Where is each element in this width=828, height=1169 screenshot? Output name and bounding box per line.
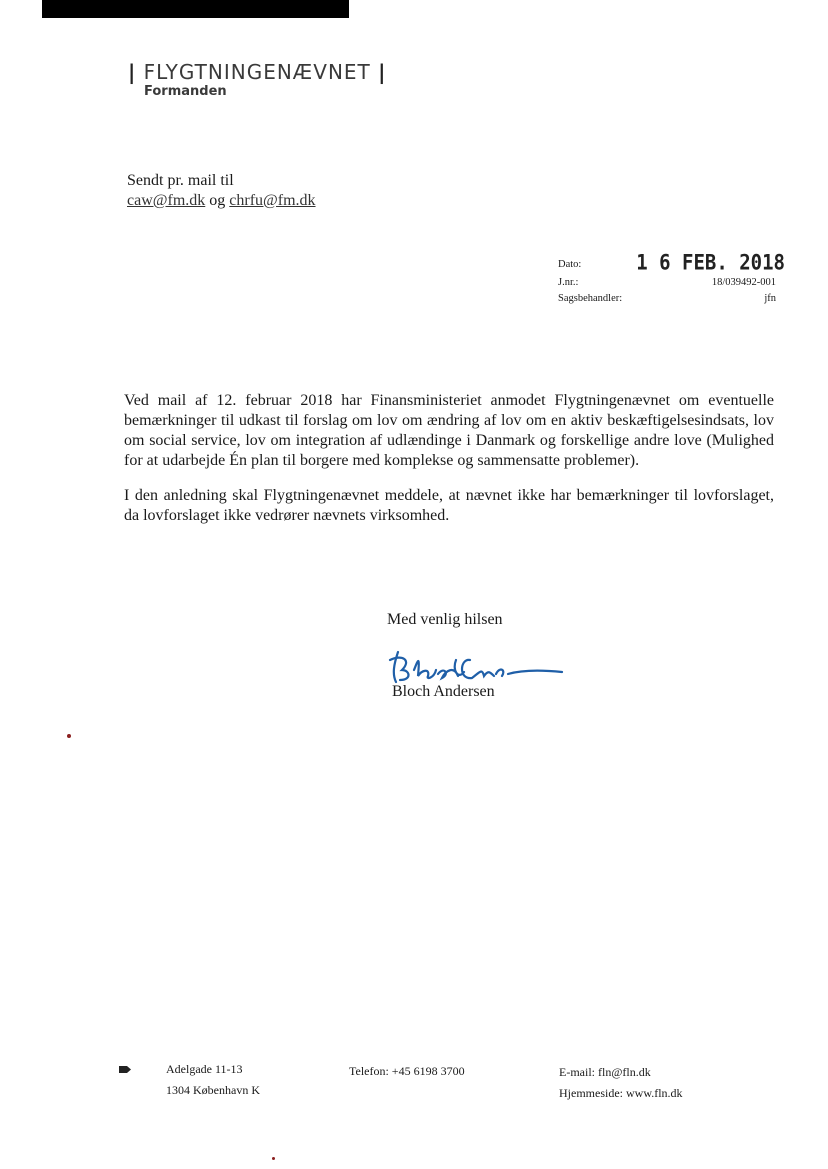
footer-website: Hjemmeside: www.fln.dk <box>559 1086 683 1100</box>
scan-speck <box>67 734 71 738</box>
arrow-bullet-icon <box>119 1066 131 1073</box>
redaction-bar <box>42 0 349 18</box>
recipient-intro: Sendt pr. mail til <box>127 172 234 189</box>
signer-name: Bloch Andersen <box>392 683 495 700</box>
logo-bar-left: | <box>128 60 137 84</box>
email-link-2[interactable]: chrfu@fm.dk <box>229 192 316 209</box>
handler-value: jfn <box>764 293 776 304</box>
recipient-conjunction: og <box>209 192 226 209</box>
footer-email: E-mail: fln@fln.dk <box>559 1065 651 1079</box>
closing-greeting: Med venlig hilsen <box>387 611 503 628</box>
jnr-label: J.nr.: <box>558 277 579 288</box>
jnr-value: 18/039492-001 <box>711 277 776 288</box>
footer-address-line2: 1304 København K <box>166 1083 260 1097</box>
body-paragraph-2: I den anledning skal Flygtningenævnet meddele, at nævnet ikke har bemærkninger til lovforslaget, da lovforslaget ikke vedrører nævnets virksomhed. <box>124 487 774 524</box>
org-name: FLYGTNINGENÆVNET <box>143 60 371 84</box>
date-label: Dato: <box>558 259 582 270</box>
footer-phone: Telefon: +45 6198 3700 <box>349 1064 465 1078</box>
handler-label: Sagsbehandler: <box>558 293 623 304</box>
footer-address-line1: Adelgade 11-13 <box>166 1062 243 1076</box>
logo-bar-right: | <box>378 60 387 84</box>
body-paragraph-1: Ved mail af 12. februar 2018 har Finansministeriet anmodet Flygtningenævnet om eventuelle bemærkninger til udkast til forslag om lov om ændring af lov om en aktiv beskæftigelsesindsats, lov om social service, lov om integration af udlændinge i Danmark og forskellige andre love (Mulighed for at udarbejde Én plan til borgere med komplekse og sammensatte problemer). <box>124 392 774 469</box>
letterhead-logo <box>128 60 386 84</box>
letterhead-subtitle: Formanden <box>144 84 227 99</box>
email-link-1[interactable]: caw@fm.dk <box>127 192 206 209</box>
scan-speck <box>272 1157 275 1160</box>
date-stamp: 1 6 FEB. 2018 <box>636 250 785 276</box>
recipient-block <box>127 171 316 211</box>
